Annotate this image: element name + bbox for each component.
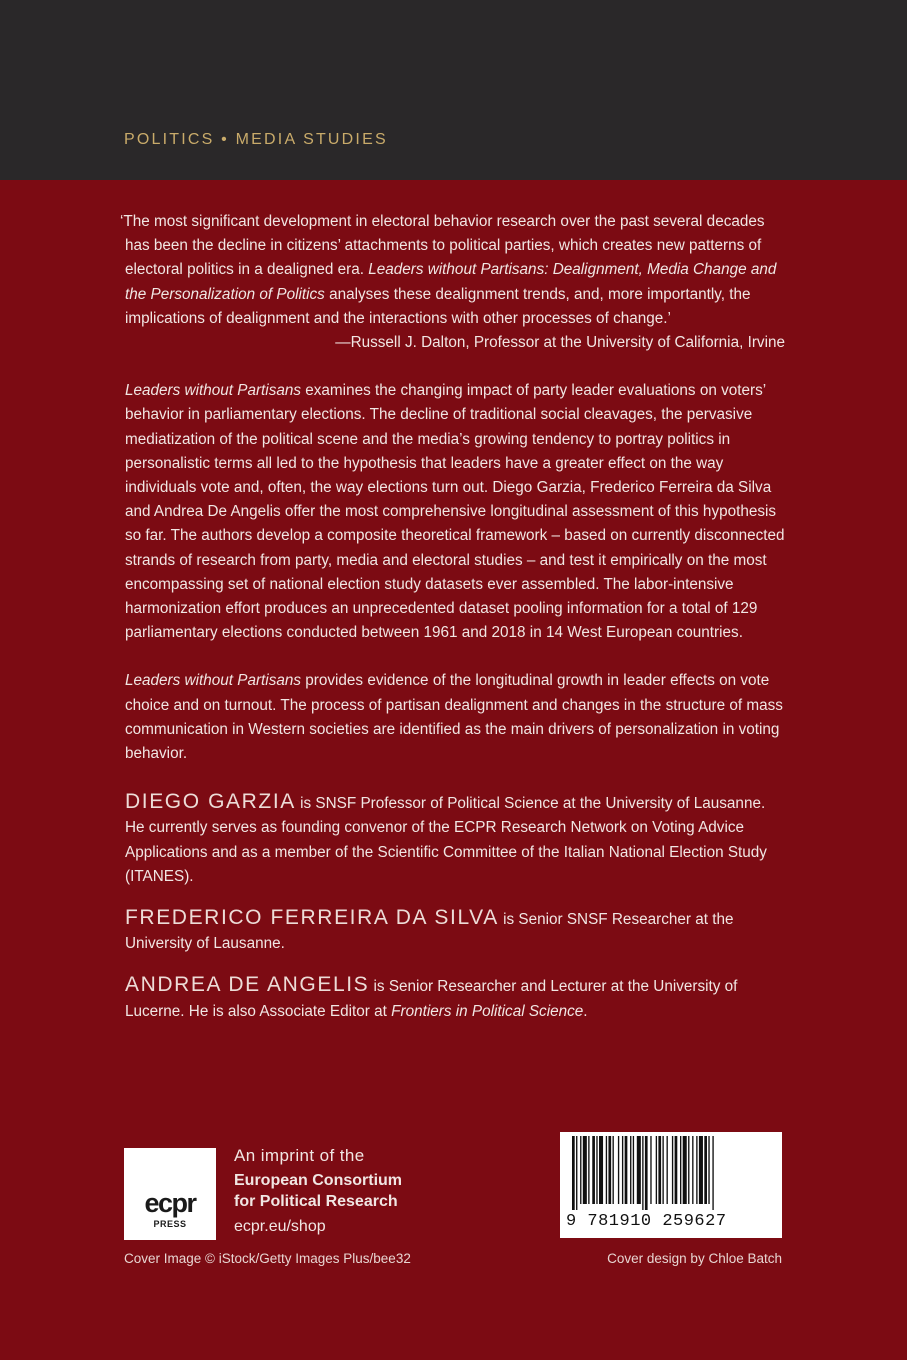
barcode-bar [583,1136,587,1204]
barcode-bar [656,1136,657,1204]
barcode-bar [599,1136,603,1204]
endorsement-quote: ‘The most significant development in electoral behavior research over the past several decades has been the decline in citizens’ attachments to political parties, which creates new patterns of electoral politics in a dealigned era. Leaders without Partisans: Dealignment, Media Change and the Personalization of Politics analyses these dealignment trends, and, more importantly, the implications of dealignment and the interactions with other processes of change.’ [120,213,777,327]
imprint-org-line-1: European Consortium [234,1172,403,1189]
author-bio-ferreira-da-silva: FREDERICO FERREIRA DA SILVA is Senior SNSF Researcher at the University of Lausanne. [125,906,734,953]
category-line [124,131,388,149]
barcode-bar [675,1136,678,1204]
barcode-bar [633,1136,634,1204]
cover-image-credit: Cover Image © iStock/Getty Images Plus/bee32 [124,1251,411,1266]
isbn-barcode [560,1132,782,1238]
barcode-bar [588,1136,589,1204]
category-separator: • [221,131,229,148]
journal-title: Frontiers in Political Science [391,1002,584,1020]
barcode-bar [658,1136,661,1204]
barcode-bar [704,1136,707,1204]
barcode-bar [683,1136,687,1204]
barcode-bar [622,1136,623,1204]
barcode-bar [596,1136,597,1204]
imprint-org-line-2: for Political Research [234,1193,398,1210]
back-cover-text [120,210,785,1041]
barcode-bars [568,1136,774,1210]
description-paragraph-1: Leaders without Partisans examines the changing impact of party leader evaluations on voters’ behavior in parliamentary elections. The decline of traditional social cleavages, the pervasive mediatization of the political scene and the media’s growing tendency to portray politics in personalistic terms all led to the hypothesis that leaders have a greater effect on the way individuals vote and, often, the way elections turn out. Diego Garzia, Frederico Ferreira da Silva and Andrea De Angelis offer the most comprehensive longitudinal assessment of this hypothesis so far. The authors develop a composite theoretical framework – based on currently disconnected strands of research from party, media and electoral studies – and test it empirically on the most encompassing set of national election study datasets ever assembled. The labor-intensive harmonization effort produces an unprecedented dataset pooling information for a total of 129 parliamentary elections conducted between 1961 and 2018 in 14 West European countries. [125,382,785,642]
ecpr-press-logo [124,1148,216,1240]
barcode-bar [592,1136,595,1204]
barcode-bar [699,1136,703,1204]
author-name: DIEGO GARZIA [125,790,296,814]
author-bio-de-angelis: ANDREA DE ANGELIS is Senior Researcher and Lecturer at the University of Lucerne. He is also Associate Editor at Frontiers in Political Science. [125,973,738,1020]
barcode-bar [672,1136,673,1204]
barcode-bar [576,1136,577,1210]
cover-design-credit: Cover design by Chloe Batch [607,1251,782,1266]
imprint-intro: An imprint of the [234,1146,365,1165]
barcode-bar [608,1136,611,1204]
category-media-studies: MEDIA STUDIES [235,131,388,148]
isbn-number: 9 781910 259627 [566,1212,727,1231]
author-name: ANDREA DE ANGELIS [125,973,370,997]
endorsement-attribution: —Russell J. Dalton, Professor at the University of California, Irvine [335,334,785,352]
quote-book-title: Leaders without Partisans: Dealignment, Media Change and the Personalization of Politics [125,261,777,303]
top-band [0,0,907,180]
barcode-bar [688,1136,689,1204]
description-book-title: Leaders without Partisans [125,382,302,400]
barcode-bar [696,1136,697,1204]
barcode-bar [667,1136,668,1204]
barcode-bar [645,1136,648,1210]
barcode-bar [650,1136,651,1204]
barcode-bar [642,1136,643,1210]
barcode-bar [708,1136,709,1204]
barcode-bar [580,1136,581,1204]
author-bio-garzia: DIEGO GARZIA is SNSF Professor of Political Science at the University of Lausanne. He currently serves as founding convenor of the ECPR Research Network on Voting Advice Applications and as a member of the Scientific Committee of the Italian National Election Study (ITANES). [125,790,767,885]
barcode-bar [692,1136,693,1204]
barcode-bar [712,1136,713,1210]
barcode-bar [680,1136,681,1204]
imprint-block [234,1144,514,1238]
barcode-bar [606,1136,607,1204]
author-name: FREDERICO FERREIRA DA SILVA [125,906,499,930]
barcode-bar [625,1136,628,1204]
logo-wordmark: ecpr [144,1188,196,1218]
description-book-title: Leaders without Partisans [125,672,302,690]
imprint-url: ecpr.eu/shop [234,1218,326,1235]
barcode-bar [630,1136,631,1204]
barcode-bar [637,1136,641,1204]
barcode-bar [572,1136,575,1210]
category-politics: POLITICS [124,131,215,148]
barcode-bar [618,1136,619,1204]
logo-press-label: PRESS [153,1219,187,1229]
barcode-bar [613,1136,614,1204]
description-paragraph-2: Leaders without Partisans provides evidence of the longitudinal growth in leader effects on vote choice and on turnout. The process of partisan dealignment and changes in the structure of mass communication in Western societies are identified as the main drivers of personalization in voting behavior. [125,672,783,763]
barcode-bar [662,1136,663,1204]
